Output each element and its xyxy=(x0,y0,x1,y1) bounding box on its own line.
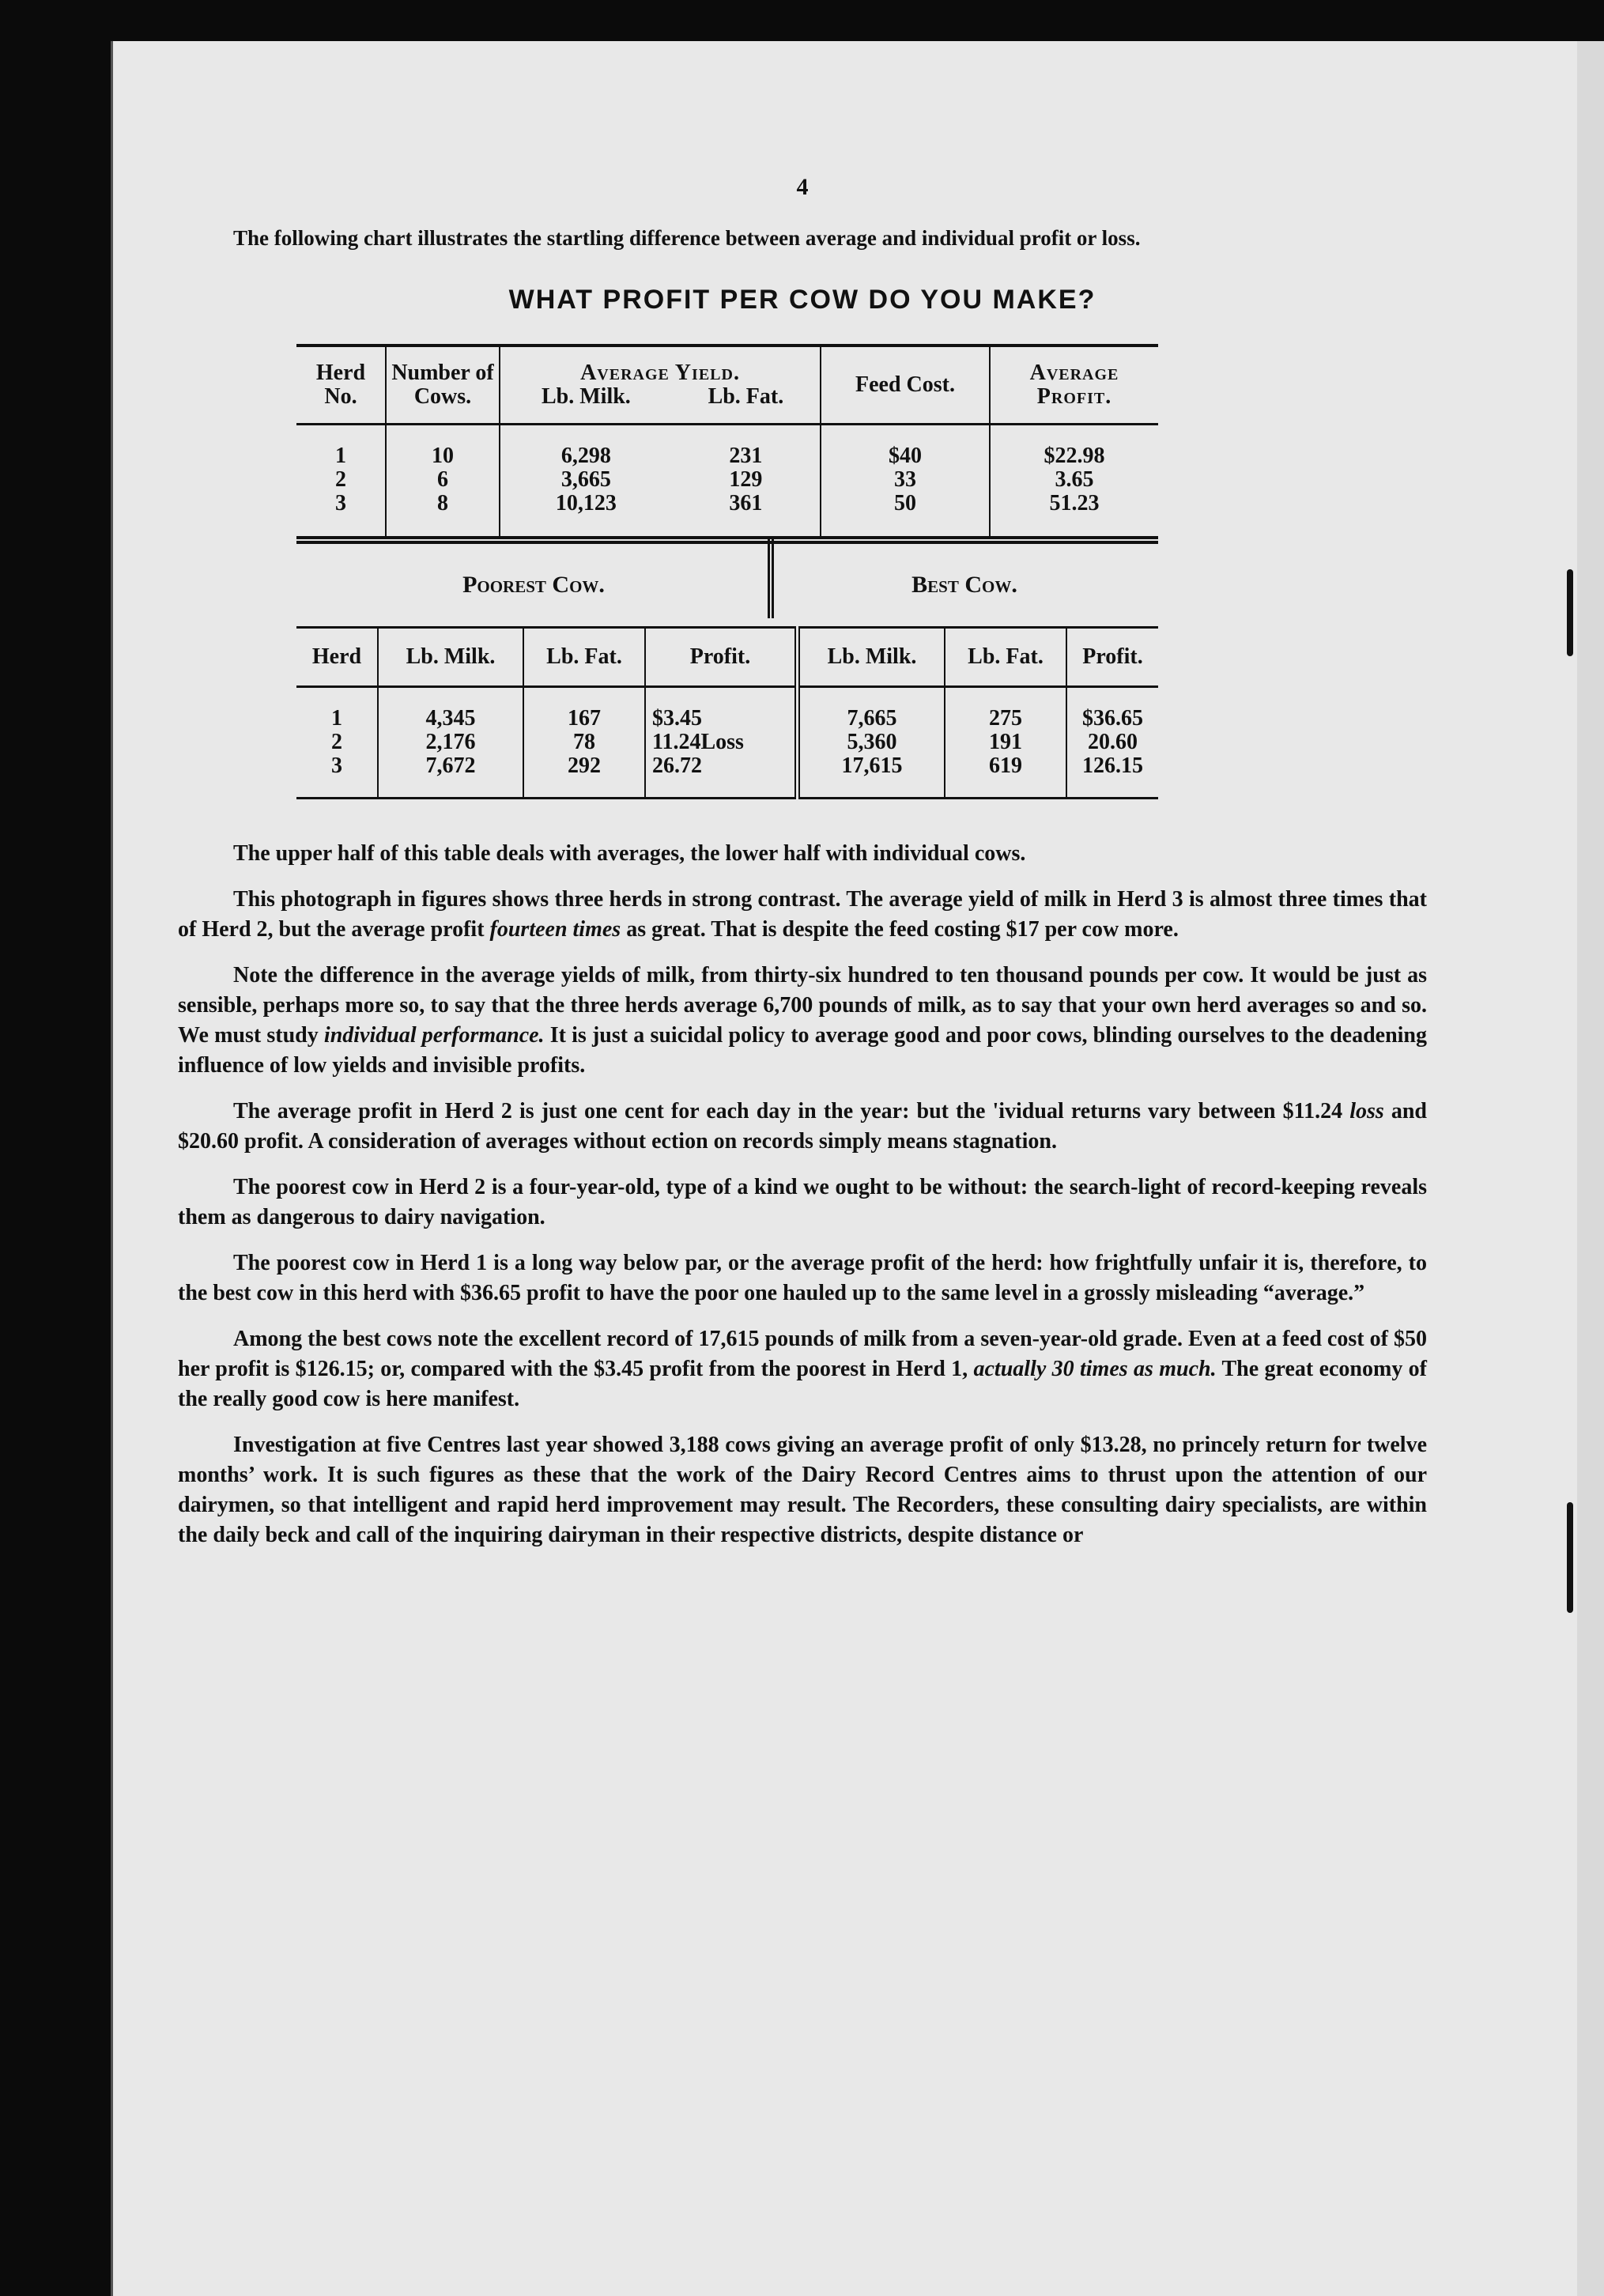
fat-cell: 231 xyxy=(729,444,763,468)
table-row xyxy=(296,687,1158,731)
best-profit-cell: 20.60 xyxy=(1088,730,1138,754)
paragraph-contrast xyxy=(178,885,1427,945)
header-average-profit: Average Profit. xyxy=(990,346,1158,425)
herd-cell: 1 xyxy=(296,687,378,731)
table-title: WHAT PROFIT PER COW DO YOU MAKE? xyxy=(508,285,1096,315)
best-profit-cell: 126.15 xyxy=(1066,754,1158,799)
cows-cell: 8 xyxy=(386,492,500,536)
text-run: and $20.60 profit. A consideration of averages without ection on records simply means stagnation. xyxy=(178,1099,1427,1154)
poorest-fat-cell: 167 xyxy=(523,687,645,731)
poorest-profit-cell: 11.24Loss xyxy=(645,731,798,754)
paragraph-poorest-herd-2: The poorest cow in Herd 2 is a four-year-old, type of a kind we ought to be without: the search-light of record-keeping reveals them as dangerous to dairy navigation. xyxy=(178,1175,1427,1229)
header-herd-no: Herd No. xyxy=(296,346,386,425)
poorest-milk-cell: 2,176 xyxy=(378,731,523,754)
paragraph-averages: The upper half of this table deals with averages, the lower half with individual cows. xyxy=(233,841,1026,866)
poorest-fat-cell: 78 xyxy=(523,731,645,754)
herd-cell: 3 xyxy=(296,492,386,536)
header-best-profit: Profit. xyxy=(1066,628,1158,687)
milk-cell: 10,123 xyxy=(555,491,617,515)
page-content xyxy=(178,174,1427,1566)
section-headings xyxy=(296,544,1158,626)
header-average-yield: Average Yield. xyxy=(580,361,740,385)
paragraph-investigation: Investigation at five Centres last year showed 3,188 cows giving an average profit of only $13.28, no princely return for twelve months’ work. It is such figures as these that the work of the Dairy Record Centres aims to thrust upon the attention of our dairymen, so that intelligent and rapid herd improvement may result. The Recorders, these consulting dairy specialists, are within the daily beck and call of the inquiring dairyman in their respective districts, despite distance or xyxy=(178,1433,1427,1547)
best-fat-cell: 619 xyxy=(945,754,1066,799)
header-number-of-cows: Number of Cows. xyxy=(386,346,500,425)
emphasis-text: individual performance. xyxy=(323,1023,545,1048)
emphasis-text: loss xyxy=(1349,1099,1384,1123)
emphasis-text: actually 30 times as much. xyxy=(973,1357,1217,1381)
table-row xyxy=(296,754,1158,799)
poorest-milk-cell: 7,672 xyxy=(378,754,523,799)
poorest-cow-heading: Poorest Cow. xyxy=(462,572,605,598)
header-feed-cost: Feed Cost. xyxy=(821,346,990,425)
text-run: as great. That is despite the feed costing $17 per cow more. xyxy=(621,917,1179,942)
profit-cell: 3.65 xyxy=(1055,467,1094,492)
header-poorest-milk: Lb. Milk. xyxy=(378,628,523,687)
milk-cell: 3,665 xyxy=(560,467,611,492)
herd-cell: 2 xyxy=(296,731,378,754)
herd-cell: 1 xyxy=(296,425,386,469)
header-best-milk: Lb. Milk. xyxy=(798,628,945,687)
average-profit-table xyxy=(296,344,1158,536)
individual-cow-table xyxy=(296,626,1158,799)
text-run: It is just a suicidal policy to average good and poor cows, blinding ourselves to the deadening influence of low yields and invisible profits. xyxy=(178,1023,1427,1078)
best-cow-heading: Best Cow. xyxy=(911,572,1017,598)
header-best-fat: Lb. Fat. xyxy=(945,628,1066,687)
best-profit-cell: $36.65 xyxy=(1082,706,1143,731)
page-edge xyxy=(1577,41,1604,2296)
feed-cell: 33 xyxy=(821,468,990,492)
header-lb-milk: Lb. Milk. xyxy=(500,385,672,425)
feed-cell: 50 xyxy=(821,492,990,536)
header-lb-fat: Lb. Fat. xyxy=(672,385,821,425)
margin-mark xyxy=(1567,1502,1573,1613)
table-row xyxy=(296,731,1158,754)
paragraph-best-cows xyxy=(178,1324,1427,1414)
best-milk-cell: 17,615 xyxy=(798,754,945,799)
milk-cell: 6,298 xyxy=(560,444,611,468)
header-poorest-profit: Profit. xyxy=(645,628,798,687)
poorest-fat-cell: 292 xyxy=(523,754,645,799)
fat-cell: 361 xyxy=(729,491,763,515)
header-herd: Herd xyxy=(296,628,378,687)
paragraph-herd-2-profit xyxy=(178,1097,1427,1157)
best-fat-cell: 191 xyxy=(945,731,1066,754)
individual-cow-section xyxy=(296,544,1158,799)
paragraph-yields xyxy=(178,961,1427,1081)
text-run: The average profit in Herd 2 is just one cent for each day in the year: but the 'ividual returns vary between $11.24 xyxy=(233,1099,1350,1123)
profit-cell: $22.98 xyxy=(1044,444,1105,468)
text-run: Among the best cows note the excellent record of 17,615 pounds of milk from a seven-year-old grade. Even at a feed cost of $50 her profit is $126.15; or, compared with the $3.45 profit from the poorest in Herd 1, xyxy=(178,1327,1427,1381)
profit-cell: 51.23 xyxy=(1049,491,1100,515)
poorest-profit-cell: 26.72 xyxy=(645,754,798,799)
poorest-milk-cell: 4,345 xyxy=(378,687,523,731)
table-row xyxy=(296,492,1158,536)
page-number: 4 xyxy=(796,174,809,200)
poorest-profit-cell: $3.45 xyxy=(645,687,798,731)
feed-cell: $40 xyxy=(821,425,990,469)
table-row xyxy=(296,425,1158,469)
fat-cell: 129 xyxy=(729,467,763,492)
best-milk-cell: 5,360 xyxy=(798,731,945,754)
herd-cell: 2 xyxy=(296,468,386,492)
text-run: Note the difference in the average yields of milk, from thirty-six hundred to ten thousand pounds per cow. It would be just as sensible, perhaps more so, to say that the three herds average 6,700 pounds of milk, as to say that your own herd averages so and so. We must study xyxy=(178,963,1427,1048)
emphasis-text: fourteen times xyxy=(489,917,621,942)
margin-mark xyxy=(1567,569,1573,656)
cows-cell: 6 xyxy=(386,468,500,492)
cows-cell: 10 xyxy=(386,425,500,469)
herd-cell: 3 xyxy=(296,754,378,799)
table-divider xyxy=(296,536,1158,544)
table-row xyxy=(296,468,1158,492)
best-fat-cell: 275 xyxy=(945,687,1066,731)
text-run: The great economy of the really good cow is here manifest. xyxy=(178,1357,1428,1411)
paragraph-poorest-herd-1: The poorest cow in Herd 1 is a long way below par, or the average profit of the herd: how frightfully unfair it is, therefore, to the best cow in this herd with $36.65 profit to have the poor one hauled up to the same level in a grossly misleading “average.” xyxy=(178,1251,1427,1305)
header-poorest-fat: Lb. Fat. xyxy=(523,628,645,687)
intro-text: The following chart illustrates the startling difference between average and individual profit or loss. xyxy=(233,226,1141,250)
text-run: This photograph in figures shows three herds in strong contrast. The average yield of milk in Herd 3 is almost three times that of Herd 2, but the average profit xyxy=(178,887,1427,942)
section-split-rule xyxy=(768,536,774,618)
best-milk-cell: 7,665 xyxy=(798,687,945,731)
